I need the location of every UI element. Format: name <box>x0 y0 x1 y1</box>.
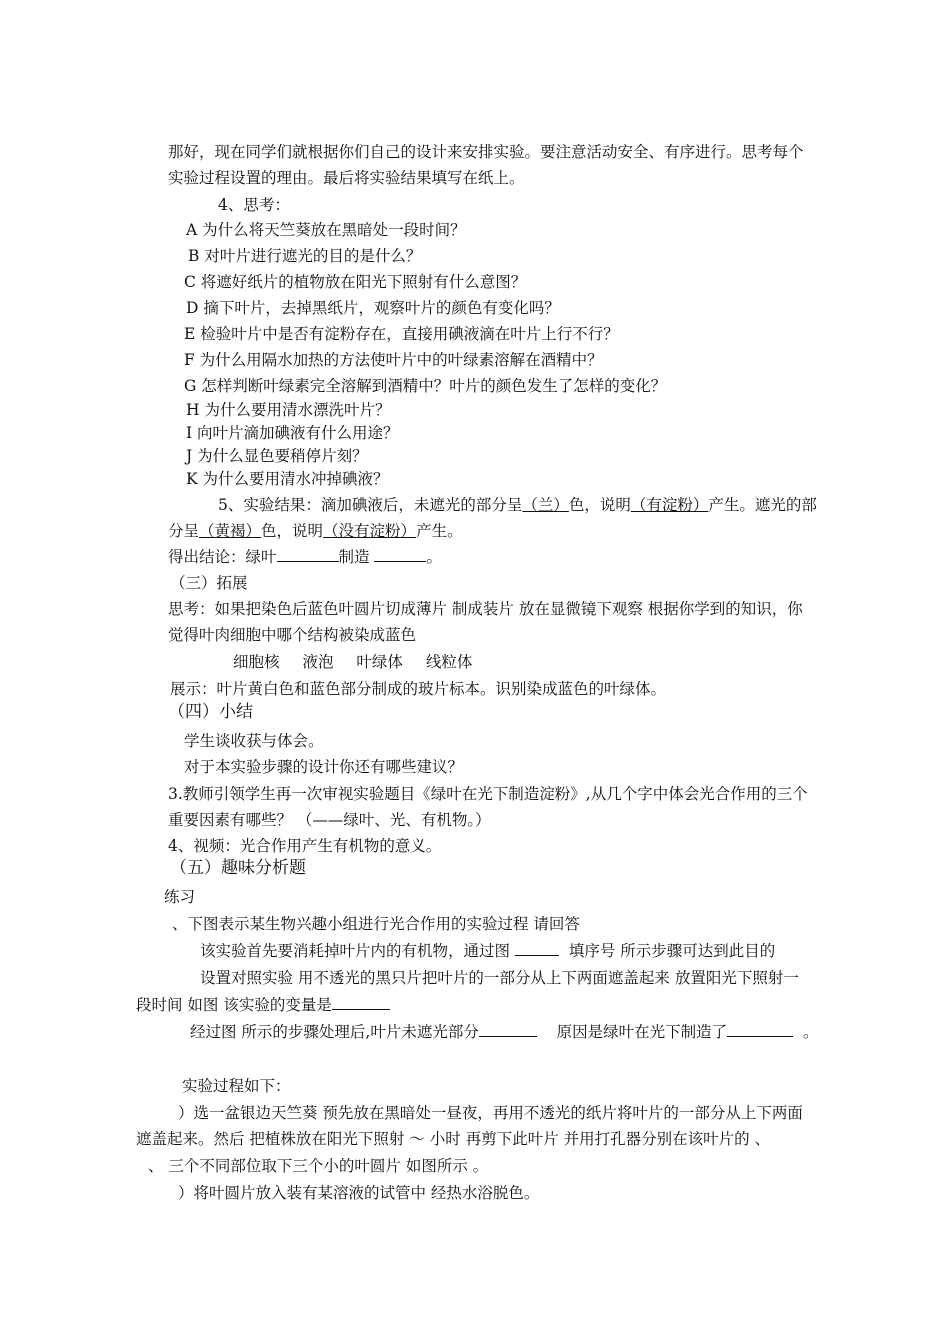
think-heading: 4、思考： <box>218 196 290 214</box>
process-step-1-line-3: 、 三个不同部位取下三个小的叶圆片 如图所示 。 <box>148 1157 489 1175</box>
process-step-1-line-2: 遮盖起来。然后 把植株放在阳光下照射 ～ 小时 再剪下此叶片 并用打孔器分别在该叶片的 、 <box>136 1130 771 1148</box>
summary-item-3-line-2: 重要因素有哪些？ （——绿叶、光、有机物。） <box>168 811 491 829</box>
conclusion-blank-1[interactable] <box>277 547 339 562</box>
process-step-2: ）将叶圆片放入装有某溶液的试管中 经热水浴脱色。 <box>178 1184 540 1202</box>
answer-no-starch: （没有淀粉） <box>323 522 417 540</box>
intro-line-2: 实验过程设置的理由。最后将实验结果填写在纸上。 <box>168 169 525 187</box>
question-c: C 将遮好纸片的植物放在阳光下照射有什么意图？ <box>184 273 527 291</box>
question-a: A 为什么将天竺葵放在黑暗处一段时间？ <box>186 221 466 239</box>
question-intro: 、下图表示某生物兴趣小组进行光合作用的实验过程 请回答 <box>172 915 580 933</box>
answer-has-starch: （有淀粉） <box>630 496 709 514</box>
process-heading: 实验过程如下： <box>182 1077 291 1095</box>
question-g: G 怎样判断叶绿素完全溶解到酒精中？叶片的颜色发生了怎样的变化？ <box>184 377 667 395</box>
question-1: 该实验首先要消耗掉叶片内的有机物，通过图 填序号 所示步骤可达到此目的 <box>200 942 776 960</box>
question-i: I 向叶片滴加碘液有什么用途？ <box>186 424 399 442</box>
question-h: H 为什么要用清水漂洗叶片？ <box>186 401 391 419</box>
conclusion-line: 得出结论：绿叶 制造 。 <box>168 548 442 566</box>
q3-blank-2[interactable] <box>727 1022 793 1037</box>
question-3: 经过图 所示的步骤处理后,叶片未遮光部分 原因是绿叶在光下制造了 。 <box>190 1023 819 1041</box>
practice-label: 练习 <box>164 888 196 906</box>
intro-line-1: 那好，现在同学们就根据你们自己的设计来安排实验。要注意活动安全、有序进行。思考每个 <box>168 143 804 161</box>
q2-blank[interactable] <box>332 995 390 1010</box>
question-2-line-2: 段时间 如图 该实验的变量是 <box>136 995 390 1015</box>
option-vacuole: 液泡 <box>302 653 334 671</box>
question-j: J 为什么显色要稍停片刻？ <box>186 447 368 465</box>
summary-heading: （四）小结 <box>168 702 253 722</box>
option-mitochondria: 线粒体 <box>425 653 473 671</box>
answer-color-brown: （黄褐） <box>199 522 262 540</box>
question-e: E 检验叶片中是否有淀粉存在，直接用碘液滴在叶片上行不行？ <box>184 325 619 343</box>
summary-line-2: 对于本实验步骤的设计你还有哪些建议？ <box>184 758 464 776</box>
q1-blank[interactable] <box>515 941 559 956</box>
option-chloroplast: 叶绿体 <box>356 653 403 671</box>
summary-item-3-line-1: 3.教师引领学生再一次审视实验题目《绿叶在光下制造淀粉》,从几个字中体会光合作用的三个 <box>168 785 808 803</box>
extension-options <box>233 652 472 672</box>
option-nucleus: 细胞核 <box>233 653 280 671</box>
question-k: K 为什么要用清水冲掉碘液？ <box>186 470 389 488</box>
question-f: F 为什么用隔水加热的方法使叶片中的叶绿素溶解在酒精中？ <box>184 351 603 369</box>
question-b: B 对叶片进行遮光的目的是什么？ <box>188 247 422 265</box>
conclusion-blank-2[interactable] <box>374 547 426 562</box>
fun-heading: （五）趣味分析题 <box>170 858 306 878</box>
extension-line-1: 思考：如果把染色后蓝色叶圆片切成薄片 制成装片 放在显微镜下观察 根据你学到的知识，你 <box>168 600 803 618</box>
result-line-1: 5、实验结果：滴加碘液后，未遮光的部分呈（兰）色，说明（有淀粉）产生。遮光的部 <box>218 496 817 514</box>
summary-line-1: 学生谈收获与体会。 <box>184 732 324 750</box>
extension-line-2: 觉得叶肉细胞中哪个结构被染成蓝色 <box>168 626 417 644</box>
answer-color-blue: （兰） <box>522 496 569 514</box>
q3-blank-1[interactable] <box>479 1022 537 1037</box>
result-line-2: 分呈（黄褐）色，说明（没有淀粉）产生。 <box>168 522 463 540</box>
process-step-1-line-1: ）选一盆银边天竺葵 预先放在黑暗处一昼夜，再用不透光的纸片将叶片的一部分从上下两面 <box>178 1104 803 1122</box>
question-d: D 摘下叶片，去掉黑纸片，观察叶片的颜色有变化吗？ <box>186 299 560 317</box>
extension-heading: （三）拓展 <box>170 574 248 592</box>
extension-display: 展示：叶片黄白色和蓝色部分制成的玻片标本。识别染成蓝色的叶绿体。 <box>170 680 667 698</box>
summary-item-4: 4、视频：光合作用产生有机物的意义。 <box>168 837 442 855</box>
question-2-line-1: 设置对照实验 用不透光的黑只片把叶片的一部分从上下两面遮盖起来 放置阳光下照射一 <box>200 969 799 987</box>
